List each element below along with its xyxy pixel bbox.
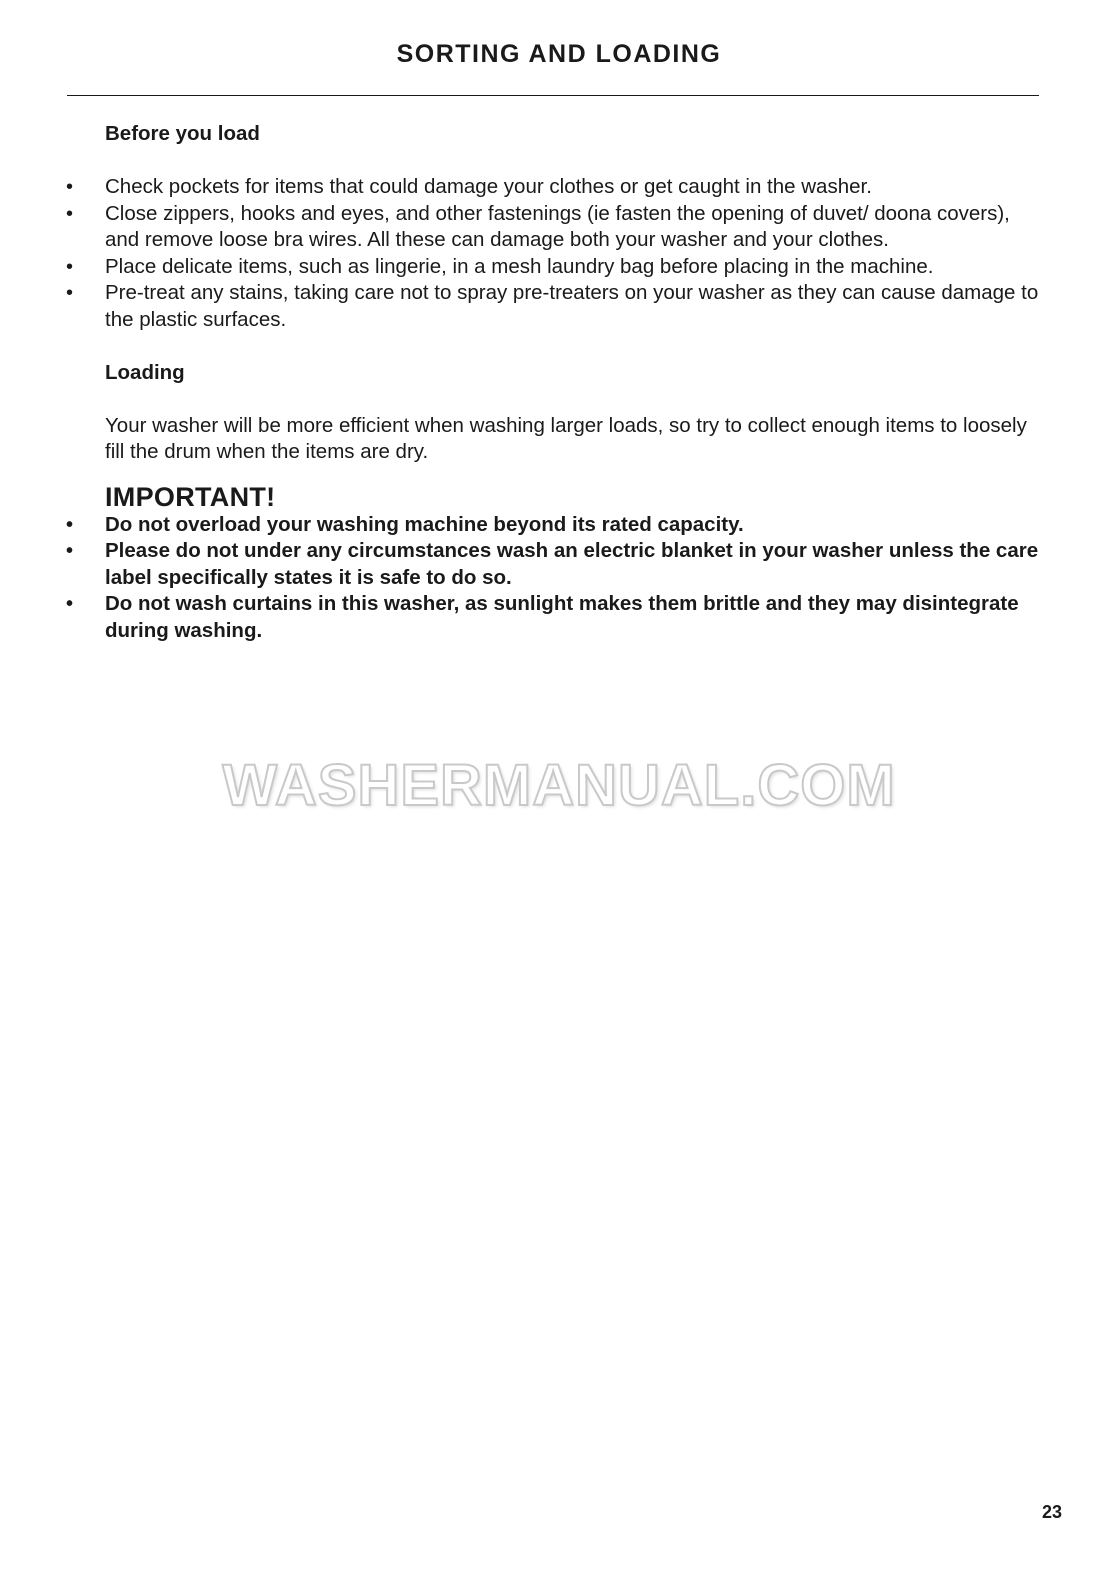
bullet-icon: • xyxy=(66,593,74,615)
list-item-text: Please do not under any circumstances wash an electric blanket in your washer unless the care label specifically states it is safe to do so. xyxy=(105,539,1039,589)
list-item-text: Close zippers, hooks and eyes, and other fastenings (ie fasten the opening of duvet/ doona covers), and remove loose bra wires. All these can damage both your washer and your clothes. xyxy=(105,201,1010,251)
bullet-icon: • xyxy=(66,255,74,278)
loading-paragraph: Your washer will be more efficient when washing larger loads, so try to collect enough items to loosely fill the drum when the items are dry. xyxy=(105,413,1027,463)
main-content xyxy=(66,121,1045,644)
list-item xyxy=(66,280,1045,333)
important-heading: IMPORTANT! xyxy=(105,481,276,512)
bullet-icon: • xyxy=(66,282,74,304)
list-item xyxy=(66,591,1045,644)
page-number: 23 xyxy=(1041,1502,1062,1522)
before-you-load-list xyxy=(66,174,1045,333)
bullet-icon: • xyxy=(66,540,74,562)
watermark: WASHERMANUAL.COM xyxy=(222,753,896,818)
before-you-load-heading: Before you load xyxy=(105,122,260,145)
page-title: SORTING AND LOADING xyxy=(396,40,722,68)
bullet-icon: • xyxy=(66,202,74,225)
list-item-text: Check pockets for items that could damage your clothes or get caught in the washer. xyxy=(105,175,872,198)
list-item xyxy=(66,538,1045,591)
list-item-text: Pre-treat any stains, taking care not to spray pre-treaters on your washer as they can cause damage to the plastic surfaces. xyxy=(105,281,1039,331)
bullet-icon: • xyxy=(66,513,74,536)
important-list xyxy=(66,512,1045,645)
list-item-text: Do not wash curtains in this washer, as sunlight makes them brittle and they may disintegrate during washing. xyxy=(105,592,1019,642)
list-item xyxy=(66,201,1045,254)
list-item xyxy=(66,512,1045,539)
header-divider xyxy=(67,95,1039,96)
list-item xyxy=(66,174,1045,201)
list-item xyxy=(66,254,1045,281)
bullet-icon: • xyxy=(66,176,74,198)
loading-heading: Loading xyxy=(105,360,185,384)
list-item-text: Place delicate items, such as lingerie, in a mesh laundry bag before placing in the machine. xyxy=(105,254,934,278)
list-item-text: Do not overload your washing machine beyond its rated capacity. xyxy=(105,512,744,536)
